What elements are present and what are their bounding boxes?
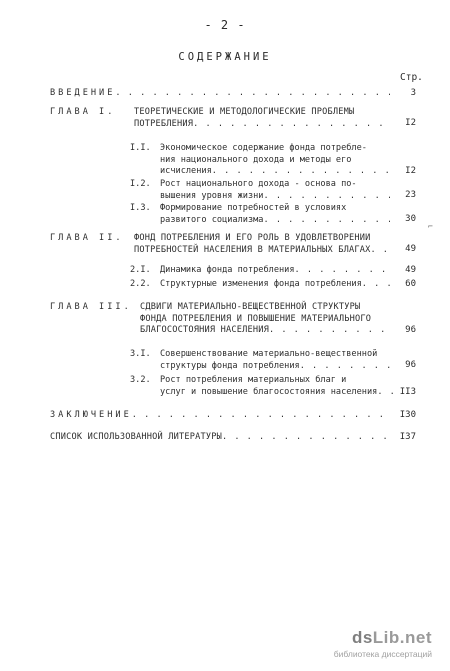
toc-entry-title: ЗАКЛЮЧЕНИЕ bbox=[50, 410, 132, 420]
toc-section-label: I.I. bbox=[130, 143, 151, 153]
toc-page-number: 23 bbox=[405, 190, 416, 200]
toc-entry-title: Структурные изменения фонда потребления bbox=[160, 279, 362, 289]
toc-entry-chapter-3[interactable] bbox=[140, 302, 390, 337]
toc-entry-section-1-3[interactable] bbox=[160, 203, 390, 226]
leader-dots bbox=[263, 215, 390, 227]
toc-chapter-label: ГЛАВА I. bbox=[50, 107, 116, 117]
watermark-logo-prefix: ds bbox=[351, 628, 373, 647]
toc-entry-title: ВВЕДЕНИЕ bbox=[50, 88, 116, 98]
toc-page-number: 96 bbox=[405, 325, 416, 335]
page-column-header: Стр. bbox=[400, 72, 423, 83]
leader-dots bbox=[263, 191, 390, 203]
toc-entry-title: Рост национального дохода - основа по- bbox=[160, 179, 357, 189]
toc-entry-title: исчисления bbox=[160, 166, 212, 176]
leader-dots bbox=[193, 119, 390, 131]
leader-dots bbox=[300, 361, 390, 373]
toc-entry-bibliography[interactable] bbox=[50, 432, 390, 444]
toc-entry-title: структуры фонда потребления bbox=[160, 360, 300, 371]
toc-page-number: 60 bbox=[405, 279, 416, 289]
toc-entry-title: Рост потребления материальных благ и bbox=[160, 375, 347, 385]
leader-dots bbox=[295, 265, 390, 277]
toc-page-number: I37 bbox=[399, 432, 416, 442]
toc-entry-chapter-1[interactable] bbox=[134, 107, 390, 130]
toc-entry-title: БЛАГОСОСТОЯНИЯ НАСЕЛЕНИЯ bbox=[140, 325, 269, 335]
toc-entry-section-2-1[interactable] bbox=[160, 265, 390, 277]
toc-entry-introduction[interactable] bbox=[50, 88, 390, 100]
leader-dots bbox=[222, 432, 390, 444]
leader-dots bbox=[269, 325, 390, 337]
toc-entry-title: ПОТРЕБНОСТЕЙ НАСЕЛЕНИЯ В МАТЕРИАЛЬНЫХ БЛАГАХ bbox=[134, 244, 371, 255]
toc-entry-section-3-2[interactable] bbox=[160, 375, 394, 398]
toc-page-number: 30 bbox=[405, 214, 416, 224]
toc-page-number: 96 bbox=[405, 360, 416, 370]
toc-entry-section-1-2[interactable] bbox=[160, 179, 390, 202]
toc-entry-title: Формирование потребностей в условиях bbox=[160, 203, 347, 213]
toc-entry-title: ФОНДА ПОТРЕБЛЕНИЯ И ПОВЫШЕНИЕ МАТЕРИАЛЬНОГО bbox=[140, 313, 372, 324]
toc-entry-title: СДВИГИ МАТЕРИАЛЬНО-ВЕЩЕСТВЕННОЙ СТРУКТУРЫ bbox=[140, 302, 361, 312]
watermark-logo-rest: Lib.net bbox=[372, 628, 432, 647]
toc-entry-conclusion[interactable] bbox=[50, 410, 390, 422]
toc-entry-title: ТЕОРЕТИЧЕСКИЕ И МЕТОДОЛОГИЧЕСКИЕ ПРОБЛЕМЫ bbox=[134, 107, 355, 117]
toc-section-label: 2.I. bbox=[130, 265, 151, 275]
toc-entry-chapter-2[interactable] bbox=[134, 233, 390, 256]
toc-entry-title: развитого социализма bbox=[160, 214, 264, 225]
watermark bbox=[334, 628, 432, 659]
toc-page-number: 49 bbox=[405, 265, 416, 275]
toc-entry-title: ния национального дохода и методы его bbox=[160, 154, 352, 165]
scan-mark: ⌐ bbox=[428, 222, 433, 231]
toc-entry-title: ПОТРЕБЛЕНИЯ bbox=[134, 118, 194, 129]
leader-dots bbox=[212, 166, 390, 178]
toc-entry-section-2-2[interactable] bbox=[160, 279, 390, 291]
toc-section-label: I.3. bbox=[130, 203, 151, 213]
toc-entry-title: СПИСОК ИСПОЛЬЗОВАННОЙ ЛИТЕРАТУРЫ bbox=[50, 432, 222, 442]
toc-entry-title: Динамика фонда потребления bbox=[160, 265, 295, 275]
toc-section-label: 3.2. bbox=[130, 375, 151, 385]
toc-page-number: I30 bbox=[399, 410, 416, 420]
leader-dots bbox=[132, 410, 390, 422]
page-number: - 2 - bbox=[204, 18, 246, 32]
toc-page-number: I2 bbox=[405, 166, 416, 176]
toc-page-number: I2 bbox=[405, 118, 416, 128]
toc-entry-title: Совершенствование материально-вещественной bbox=[160, 349, 378, 359]
watermark-subtitle: библиотека диссертаций bbox=[333, 649, 432, 659]
toc-chapter-label: ГЛАВА II. bbox=[50, 233, 124, 243]
toc-entry-section-3-1[interactable] bbox=[160, 349, 390, 372]
toc-page-number: 3 bbox=[410, 88, 416, 98]
toc-entry-section-1-1[interactable] bbox=[160, 143, 390, 178]
toc-entry-title: вышения уровня жизни bbox=[160, 190, 264, 201]
toc-entry-title: Экономическое содержание фонда потребле- bbox=[160, 143, 367, 153]
leader-dots bbox=[115, 88, 390, 100]
toc-page-number: 49 bbox=[405, 244, 416, 254]
toc-chapter-label: ГЛАВА III. bbox=[50, 302, 132, 312]
toc-entry-title: ФОНД ПОТРЕБЛЕНИЯ И ЕГО РОЛЬ В УДОВЛЕТВОРЕНИИ bbox=[134, 233, 371, 243]
page-title: СОДЕРЖАНИЕ bbox=[178, 51, 272, 63]
toc-entry-title: услуг и повышение благосостояния населения bbox=[160, 386, 378, 397]
toc-section-label: 2.2. bbox=[130, 279, 151, 289]
toc-page-number: II3 bbox=[399, 387, 416, 397]
toc-section-label: 3.I. bbox=[130, 349, 151, 359]
watermark-logo bbox=[334, 628, 432, 648]
toc-section-label: I.2. bbox=[130, 179, 151, 189]
